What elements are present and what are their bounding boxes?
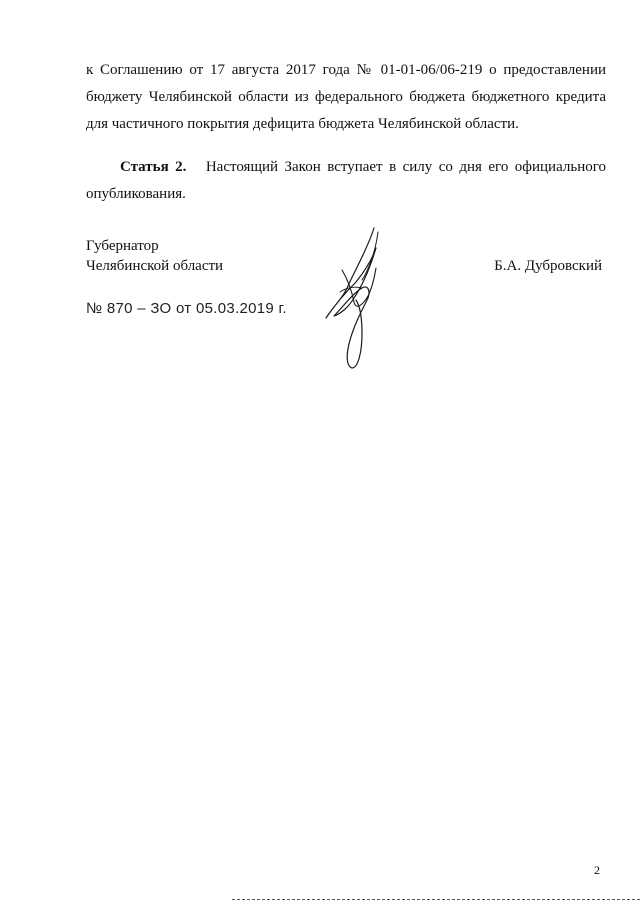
footer-divider xyxy=(232,899,640,900)
page-number: 2 xyxy=(594,863,600,877)
governor-position-line-1: Губернатор xyxy=(86,238,159,254)
governor-name: Б.А. Дубровский xyxy=(494,258,602,274)
article-2-paragraph xyxy=(86,154,606,208)
law-number-stamp: № 870 – ЗО от 05.03.2019 г. xyxy=(86,300,287,317)
governor-position xyxy=(86,236,223,276)
article-2-text: Настоящий Закон вступает в силу со дня его официального опубликования. xyxy=(86,159,607,202)
paragraph-continuation: к Соглашению от 17 августа 2017 года № 01-01-06/06-219 о предоставлении бюджету Челябинской области из федерального бюджета бюджетного кредита для частичного покрытия дефицита бюджета Челябинской области. xyxy=(86,62,606,132)
article-2-label: Статья 2. xyxy=(120,159,187,175)
governor-position-line-2: Челябинской области xyxy=(86,258,224,274)
handwritten-signature-icon xyxy=(312,222,392,377)
